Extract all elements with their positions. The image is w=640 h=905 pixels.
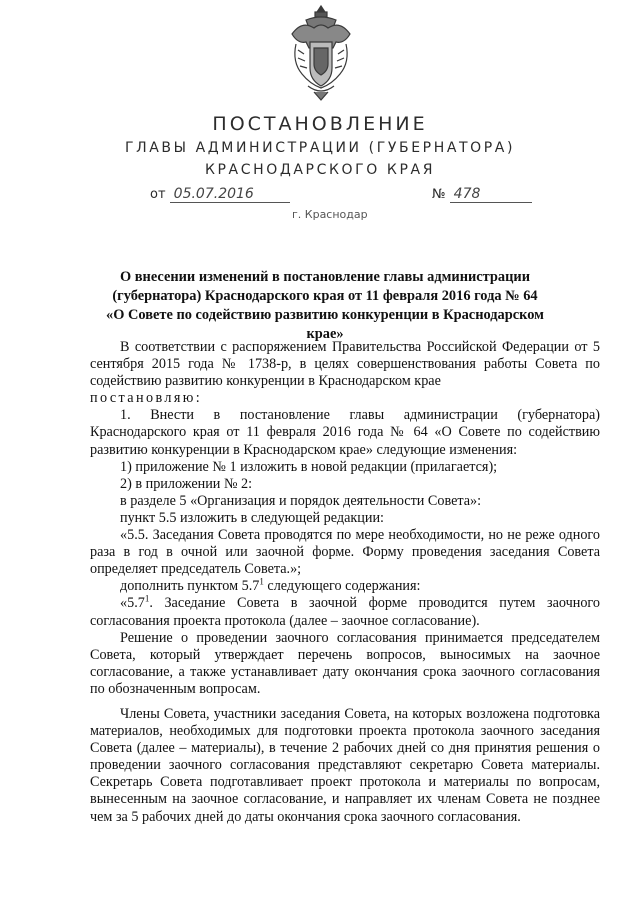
- document-title: [90, 268, 560, 344]
- preamble-text: В соответствии с распоряжением Правительства Российской Федерации от 5 сентября 2015 года № 1738-р, в целях совершенствования работы Совета по содействию развитию конкуренции в Краснодарском крае: [90, 339, 600, 390]
- paragraph-item-1: 1. Внести в постановление главы администрации (губернатора) Краснодарского края от 11 февраля 2016 года № 64 «О Совете по содействию развитию конкуренции в Краснодарском крае» следующие изменения:: [90, 407, 600, 458]
- date-value: 05.07.2016: [170, 186, 290, 203]
- paragraph-clause-5-7: [90, 595, 600, 629]
- paragraph-subitem-1: 1) приложение № 1 изложить в новой редакции (прилагается);: [120, 458, 498, 475]
- date-line: [150, 186, 290, 203]
- title-line-1: О внесении изменений в постановление главы администрации: [119, 269, 530, 285]
- title-line-2: (губернатора) Краснодарского края от 11 февраля 2016 года № 64: [112, 288, 538, 304]
- paragraph-subitem-2: 2) в приложении № 2:: [120, 475, 253, 492]
- paragraph-clause-5-7-intro: [90, 578, 600, 595]
- authority-heading: ГЛАВЫ АДМИНИСТРАЦИИ (ГУБЕРНАТОРА): [124, 140, 516, 156]
- clause-text-a: «5.7: [120, 595, 145, 612]
- clause-intro-sup: 1: [259, 576, 264, 587]
- clause-intro-b: следующего содержания:: [263, 578, 421, 595]
- number-line: [432, 186, 532, 203]
- paragraph-members: Члены Совета, участники заседания Совета, на которых возложена подготовка материалов, необходимых для подготовки проекта протокола заочного заседания Совета (далее – материалы), в течение 2 рабочих дней со дня принятия решения о проведении заочного согласования представляют секретарю Совета материалы. Секретарь Совета подготавливает проект протокола и материалы по вопросам, вынесенным на заочное согласование, и направляет их членам Совета не позднее чем за 5 рабочих дней до даты окончания срока заочного согласования.: [90, 705, 600, 825]
- document-body: [90, 339, 600, 826]
- paragraph-clause-5-5-intro: пункт 5.5 изложить в следующей редакции:: [120, 509, 384, 526]
- city-label: г. Краснодар: [292, 208, 368, 221]
- clause-text-b: . Заседание Совета в заочной форме проводится путем заочного согласования проекта протокола (далее – заочное согласование).: [90, 595, 600, 629]
- number-value: 478: [450, 186, 532, 203]
- region-heading: КРАСНОДАРСКОГО КРАЯ: [204, 162, 436, 178]
- date-prefix: от: [150, 187, 166, 202]
- paragraph-decision: Решение о проведении заочного согласования принимается председателем Совета, который утверждает перечень вопросов, выносимых на заочное согласование, а также устанавливает дату окончания срока заочного согласования по обозначенным вопросам.: [90, 629, 600, 697]
- coat-of-arms-icon: [288, 4, 354, 102]
- clause-intro-a: дополнить пунктом 5.7: [120, 578, 260, 595]
- document-type-heading: ПОСТАНОВЛЕНИЕ: [212, 113, 428, 135]
- clause-text-sup: 1: [144, 593, 150, 604]
- paragraph-clause-5-5: «5.5. Заседания Совета проводятся по мере необходимости, но не реже одного раза в год в очной или заочной форме. Форму проведения заседания Совета определяет председатель Совета.»;: [90, 527, 600, 578]
- paragraph-section-5: в разделе 5 «Организация и порядок деятельности Совета»:: [120, 492, 482, 509]
- decree-word: постановляю:: [90, 390, 203, 407]
- preamble-paragraph: [90, 339, 600, 407]
- title-line-3: «О Совете по содействию развитию конкуренции в Краснодарском крае»: [106, 307, 544, 342]
- number-prefix: №: [432, 187, 446, 202]
